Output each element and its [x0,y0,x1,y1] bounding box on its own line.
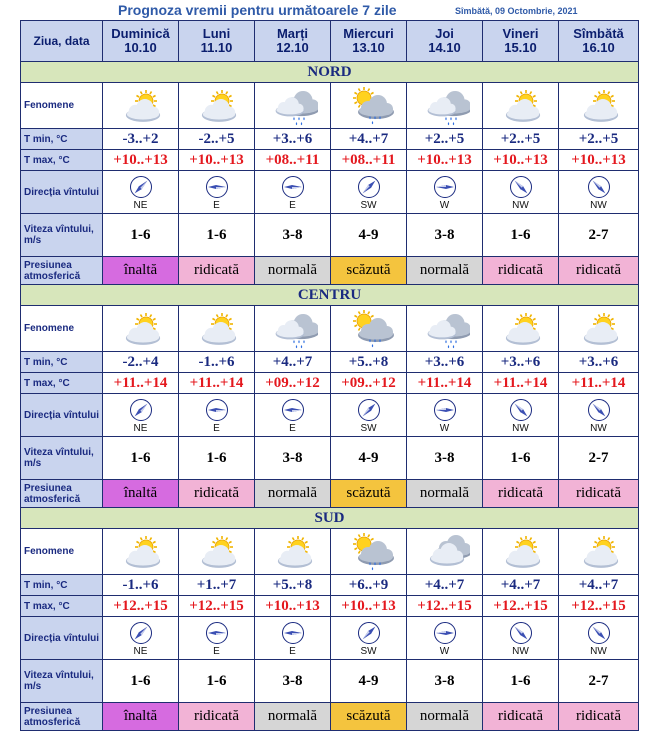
wind-dir-label: W [439,423,450,434]
day-date: 11.10 [200,40,233,55]
pressure-value: ridicată [483,703,559,731]
fenomene-row [21,83,639,129]
cloud-rain-icon [407,309,482,349]
tmin-row [21,352,639,373]
pressure-value: ridicată [559,480,639,508]
day-date: 12.10 [276,40,309,55]
wind-dir-cell [559,394,639,437]
tmax-value: +10..+13 [331,596,407,617]
compass-icon [103,175,178,199]
wind-speed-value: 4-9 [331,214,407,257]
row-label-dir: Direcția vîntului [21,171,103,214]
weather-cell [407,529,483,575]
row-label-fenomene: Fenomene [21,306,103,352]
wind-dir-cell [559,617,639,660]
tmax-value: +10..+13 [179,150,255,171]
wind-dir-cell [103,617,179,660]
tmin-value: +3..+6 [407,352,483,373]
cloud-icon [407,532,482,572]
wind-speed-value: 3-8 [407,660,483,703]
wind-dir-cell [255,394,331,437]
tmax-value: +10..+13 [559,150,639,171]
wind-dir-label: E [289,646,296,657]
tmin-value: +4..+7 [559,575,639,596]
wind-speed-value: 1-6 [103,437,179,480]
wind-dir-label: E [213,200,220,211]
compass-icon [483,175,558,199]
compass-icon [255,621,330,645]
weather-cell [103,83,179,129]
wind-speed-value: 1-6 [179,437,255,480]
compass-icon [179,621,254,645]
day-header [103,21,179,62]
wind-speed-row [21,437,639,480]
pressure-value: normală [407,257,483,285]
tmax-value: +11..+14 [179,373,255,394]
sun-cloud-icon [103,86,178,126]
tmin-value: -2..+4 [103,352,179,373]
wind-dir-label: SW [360,646,377,657]
sun-cloud-icon [483,309,558,349]
wind-dir-cell [179,617,255,660]
wind-speed-value: 2-7 [559,437,639,480]
day-date: 14.10 [428,40,461,55]
compass-icon [407,175,482,199]
pressure-value: înaltă [103,480,179,508]
tmax-value: +11..+14 [103,373,179,394]
wind-dir-cell [483,171,559,214]
tmax-value: +12..+15 [103,596,179,617]
pressure-row [21,480,639,508]
tmin-value: +5..+8 [255,575,331,596]
wind-dir-cell [331,171,407,214]
day-date: 16.10 [582,40,615,55]
title-bar [0,0,648,20]
pressure-value: normală [407,480,483,508]
tmin-value: +3..+6 [255,129,331,150]
tmax-value: +08..+11 [255,150,331,171]
tmax-value: +09..+12 [255,373,331,394]
pressure-value: ridicată [559,703,639,731]
sun-cloud-icon [255,532,330,572]
weather-cell [483,83,559,129]
pressure-value: normală [255,257,331,285]
pressure-row [21,703,639,731]
region-row [21,62,639,83]
sun-cloud-icon [179,309,254,349]
forecast-date: Sîmbătă, 09 Octombrie, 2021 [455,6,578,16]
tmin-value: -1..+6 [179,352,255,373]
tmin-value: +2..+5 [483,129,559,150]
pressure-value: înaltă [103,703,179,731]
compass-icon [179,398,254,422]
tmax-row [21,373,639,394]
wind-dir-cell [179,394,255,437]
tmin-row [21,575,639,596]
pressure-value: ridicată [483,257,559,285]
wind-dir-label: NW [512,646,529,657]
day-name: Luni [202,26,231,41]
fenomene-row [21,306,639,352]
sun-cloud-icon [559,532,638,572]
compass-icon [331,175,406,199]
row-label-tmax: T max, °C [21,596,103,617]
wind-dir-label: NW [590,423,607,434]
pressure-value: normală [407,703,483,731]
wind-dir-cell [103,171,179,214]
sun-cloud-icon [559,309,638,349]
compass-icon [103,398,178,422]
wind-dir-label: SW [360,200,377,211]
wind-dir-cell [331,394,407,437]
compass-icon [407,621,482,645]
row-label-fenomene: Fenomene [21,529,103,575]
weather-cell [179,83,255,129]
row-label-speed: Viteza vîntului, m/s [21,437,103,480]
wind-dir-cell [103,394,179,437]
wind-speed-value: 1-6 [483,660,559,703]
pressure-value: ridicată [179,703,255,731]
day-date: 13.10 [352,40,385,55]
wind-dir-cell [407,171,483,214]
weather-cell [103,529,179,575]
pressure-value: ridicată [559,257,639,285]
compass-icon [407,398,482,422]
row-label-tmin: T min, °C [21,352,103,373]
cloud-rain-icon [255,86,330,126]
day-header [255,21,331,62]
wind-dir-cell [559,171,639,214]
wind-dir-label: NE [133,646,148,657]
weather-cell [559,529,639,575]
tmin-value: -1..+6 [103,575,179,596]
compass-icon [331,621,406,645]
wind-dir-cell [331,617,407,660]
row-label-tmin: T min, °C [21,129,103,150]
wind-dir-label: NW [590,646,607,657]
wind-speed-row [21,214,639,257]
day-name: Joi [435,26,454,41]
sun-cloud-icon [179,532,254,572]
sun-cloud-rain-icon [331,309,406,349]
tmax-value: +12..+15 [559,596,639,617]
wind-speed-value: 1-6 [483,214,559,257]
weather-cell [103,306,179,352]
tmax-value: +09..+12 [331,373,407,394]
wind-speed-row [21,660,639,703]
wind-dir-label: NE [133,200,148,211]
wind-dir-label: NW [512,423,529,434]
weather-cell [331,529,407,575]
row-label-pressure: Presiunea atmosferică [21,703,103,731]
tmax-value: +08..+11 [331,150,407,171]
wind-dir-row [21,617,639,660]
tmin-value: +4..+7 [407,575,483,596]
weather-cell [179,529,255,575]
day-header [179,21,255,62]
wind-dir-label: E [213,423,220,434]
tmax-value: +12..+15 [483,596,559,617]
pressure-value: scăzută [331,480,407,508]
weather-cell [331,83,407,129]
compass-icon [483,398,558,422]
day-header [483,21,559,62]
sun-cloud-icon [483,86,558,126]
wind-speed-value: 1-6 [103,214,179,257]
wind-dir-label: E [289,423,296,434]
wind-speed-value: 4-9 [331,437,407,480]
region-title: SUD [21,508,639,529]
tmin-value: +4..+7 [331,129,407,150]
weather-cell [483,529,559,575]
wind-dir-row [21,171,639,214]
weather-cell [179,306,255,352]
row-label-tmax: T max, °C [21,373,103,394]
row-label-pressure: Presiunea atmosferică [21,480,103,508]
wind-speed-value: 2-7 [559,214,639,257]
pressure-value: scăzută [331,257,407,285]
wind-dir-label: NW [590,200,607,211]
tmin-value: +5..+8 [331,352,407,373]
wind-dir-label: W [439,200,450,211]
compass-icon [559,175,638,199]
compass-icon [255,175,330,199]
wind-dir-cell [483,394,559,437]
pressure-row [21,257,639,285]
wind-speed-value: 2-7 [559,660,639,703]
tmin-row [21,129,639,150]
day-name: Sîmbătă [573,26,624,41]
row-label-tmin: T min, °C [21,575,103,596]
sun-cloud-rain-icon [331,86,406,126]
tmin-value: +1..+7 [179,575,255,596]
wind-dir-label: NE [133,423,148,434]
day-name: Vineri [502,26,539,41]
wind-speed-value: 3-8 [255,660,331,703]
tmin-value: -2..+5 [179,129,255,150]
day-name: Duminică [111,26,170,41]
wind-speed-value: 3-8 [407,437,483,480]
tmin-value: +6..+9 [331,575,407,596]
sun-cloud-icon [179,86,254,126]
day-date: 10.10 [124,40,157,55]
tmax-value: +11..+14 [483,373,559,394]
row-label-fenomene: Fenomene [21,83,103,129]
pressure-value: ridicată [483,480,559,508]
row-label-dir: Direcția vîntului [21,617,103,660]
region-title: NORD [21,62,639,83]
weather-cell [559,306,639,352]
header-row [21,21,639,62]
pressure-value: scăzută [331,703,407,731]
page-title: Prognoza vremii pentru următoarele 7 zile [118,2,397,18]
header-label: Ziua, data [21,21,103,62]
tmin-value: +4..+7 [255,352,331,373]
weather-cell [255,83,331,129]
tmax-value: +11..+14 [559,373,639,394]
sun-cloud-icon [103,532,178,572]
row-label-speed: Viteza vîntului, m/s [21,214,103,257]
wind-speed-value: 1-6 [179,660,255,703]
row-label-tmax: T max, °C [21,150,103,171]
sun-cloud-icon [103,309,178,349]
tmax-value: +10..+13 [255,596,331,617]
wind-speed-value: 3-8 [407,214,483,257]
compass-icon [103,621,178,645]
wind-dir-row [21,394,639,437]
tmin-value: +4..+7 [483,575,559,596]
wind-dir-cell [407,394,483,437]
sun-cloud-icon [559,86,638,126]
day-name: Marți [276,26,309,41]
weather-cell [483,306,559,352]
tmax-row [21,596,639,617]
cloud-rain-icon [407,86,482,126]
wind-dir-label: E [289,200,296,211]
row-label-speed: Viteza vîntului, m/s [21,660,103,703]
tmax-value: +10..+13 [407,150,483,171]
pressure-value: înaltă [103,257,179,285]
tmax-value: +11..+14 [407,373,483,394]
compass-icon [483,621,558,645]
weather-cell [255,529,331,575]
wind-dir-label: SW [360,423,377,434]
sun-cloud-icon [483,532,558,572]
day-date: 15.10 [504,40,537,55]
wind-speed-value: 1-6 [103,660,179,703]
tmin-value: -3..+2 [103,129,179,150]
compass-icon [559,621,638,645]
compass-icon [559,398,638,422]
wind-dir-cell [483,617,559,660]
region-row [21,285,639,306]
wind-dir-label: W [439,646,450,657]
row-label-dir: Direcția vîntului [21,394,103,437]
weather-cell [331,306,407,352]
day-name: Miercuri [343,26,394,41]
tmax-value: +12..+15 [407,596,483,617]
day-header [559,21,639,62]
day-header [331,21,407,62]
weather-cell [407,83,483,129]
wind-dir-cell [255,171,331,214]
pressure-value: ridicată [179,257,255,285]
tmax-row [21,150,639,171]
tmax-value: +10..+13 [483,150,559,171]
wind-dir-cell [407,617,483,660]
wind-speed-value: 1-6 [179,214,255,257]
weather-cell [407,306,483,352]
cloud-rain-icon [255,309,330,349]
region-title: CENTRU [21,285,639,306]
tmin-value: +2..+5 [559,129,639,150]
wind-speed-value: 4-9 [331,660,407,703]
row-label-pressure: Presiunea atmosferică [21,257,103,285]
tmax-value: +12..+15 [179,596,255,617]
compass-icon [255,398,330,422]
sun-cloud-rain-icon [331,532,406,572]
pressure-value: normală [255,703,331,731]
tmin-value: +2..+5 [407,129,483,150]
region-row [21,508,639,529]
wind-dir-cell [255,617,331,660]
forecast-table [20,20,639,731]
tmax-value: +10..+13 [103,150,179,171]
pressure-value: ridicată [179,480,255,508]
wind-dir-label: NW [512,200,529,211]
wind-dir-cell [179,171,255,214]
compass-icon [179,175,254,199]
weather-cell [559,83,639,129]
fenomene-row [21,529,639,575]
pressure-value: normală [255,480,331,508]
tmin-value: +3..+6 [559,352,639,373]
wind-dir-label: E [213,646,220,657]
tmin-value: +3..+6 [483,352,559,373]
wind-speed-value: 1-6 [483,437,559,480]
wind-speed-value: 3-8 [255,437,331,480]
compass-icon [331,398,406,422]
wind-speed-value: 3-8 [255,214,331,257]
weather-cell [255,306,331,352]
day-header [407,21,483,62]
